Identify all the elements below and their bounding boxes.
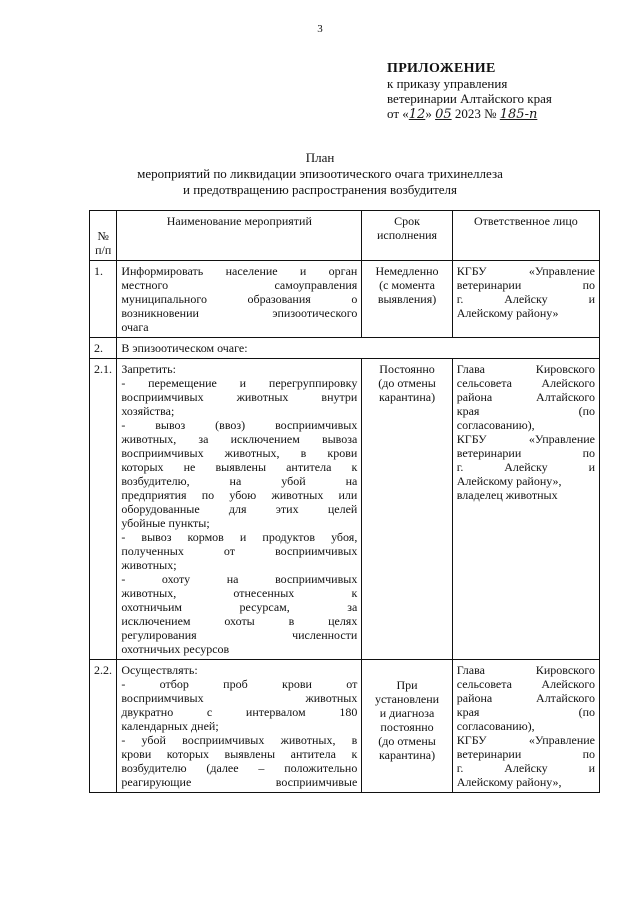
appendix-date-line bbox=[387, 106, 552, 122]
text-line: - вывоз кормов и продуктов убоя, bbox=[121, 530, 358, 544]
text-line: (до отмены bbox=[378, 376, 436, 390]
text-line: Немедленно bbox=[375, 264, 439, 278]
text-line: очага bbox=[121, 320, 149, 334]
text-line: - вывоз (ввоз) восприимчивых bbox=[121, 418, 358, 432]
text-line: постоянно bbox=[380, 720, 434, 734]
text-line: восприимчивых животных внутри bbox=[121, 390, 358, 404]
header-term: Срок исполнения bbox=[362, 211, 452, 261]
text-line: полученных от восприимчивых bbox=[121, 544, 358, 558]
text-line: карантина) bbox=[378, 748, 436, 762]
header-responsible: Ответственное лицо bbox=[452, 211, 599, 261]
text-line: календарных дней; bbox=[121, 719, 219, 733]
text-line: г. Алейску и bbox=[456, 761, 595, 775]
text-line: предприятия по убою животных или bbox=[121, 488, 358, 502]
text-line: (до отмены bbox=[378, 734, 436, 748]
text-line: убойные пункты; bbox=[121, 516, 210, 530]
text-line: животных, отнесенных к bbox=[121, 586, 358, 600]
date-year: 2023 № bbox=[451, 106, 500, 121]
text-line: двукратно с интервалом 180 bbox=[121, 705, 358, 719]
text-line: Осуществлять: bbox=[121, 663, 198, 677]
text-line: Глава Кировского bbox=[456, 663, 595, 677]
page-number: 3 bbox=[317, 23, 323, 35]
text-line: возникновении эпизоотического bbox=[121, 306, 358, 320]
row-responsible-cell bbox=[452, 261, 599, 338]
text-line: - охоту на восприимчивых bbox=[121, 572, 358, 586]
text-line: согласованию), bbox=[456, 418, 535, 432]
row-term-cell bbox=[362, 359, 452, 660]
text-line: КГБУ «Управление bbox=[456, 432, 595, 446]
text-line: крови которых выявлены антитела к bbox=[121, 747, 358, 761]
text-line: края (по bbox=[456, 705, 595, 719]
handwritten-order-number: 185-п bbox=[499, 107, 538, 122]
handwritten-day: 12 bbox=[408, 107, 426, 122]
row-responsible-cell bbox=[452, 660, 599, 793]
text-line: КГБУ «Управление bbox=[456, 264, 595, 278]
text-line: установлени bbox=[374, 692, 440, 706]
text-line: Алейскому району», bbox=[456, 474, 562, 488]
plan-title-line-3: и предотвращению распространения возбудителя bbox=[183, 182, 457, 197]
text-line: восприимчивых животных bbox=[121, 691, 358, 705]
row-section-heading: В эпизоотическом очаге: bbox=[117, 338, 600, 359]
row-name-cell bbox=[117, 359, 362, 660]
row-name-cell bbox=[117, 660, 362, 793]
header-num: № п/п bbox=[90, 211, 117, 261]
text-line: хозяйства; bbox=[121, 404, 175, 418]
text-line: муниципального образования о bbox=[121, 292, 358, 306]
text-line: охотничьих ресурсов bbox=[121, 642, 230, 656]
text-line: сельсовета Алейского bbox=[456, 677, 595, 691]
text-line: ветеринарии по bbox=[456, 747, 595, 761]
text-line: исключением охоты в целях bbox=[121, 614, 358, 628]
text-line: ветеринарии по bbox=[456, 446, 595, 460]
appendix-title: ПРИЛОЖЕНИЕ bbox=[387, 61, 496, 76]
row-responsible-cell bbox=[452, 359, 599, 660]
text-line: оборудованные для этих целей bbox=[121, 502, 358, 516]
table-row bbox=[90, 338, 600, 359]
text-line: регулирования численности bbox=[121, 628, 358, 642]
date-prefix: от « bbox=[387, 106, 409, 121]
text-line: При bbox=[396, 678, 418, 692]
text-line: Информировать население и орган bbox=[121, 264, 358, 278]
row-num: 2. bbox=[90, 338, 117, 359]
text-line: района Алтайского bbox=[456, 691, 595, 705]
text-line: животных; bbox=[121, 558, 177, 572]
text-line: охотничьим ресурсам, за bbox=[121, 600, 358, 614]
text-line: - убой восприимчивых животных, в bbox=[121, 733, 358, 747]
text-line: выявления) bbox=[377, 292, 437, 306]
text-line: которых не выявлены антитела к bbox=[121, 460, 358, 474]
plan-title bbox=[0, 150, 640, 198]
date-mid: » bbox=[425, 106, 436, 121]
text-line: согласованию), bbox=[456, 719, 535, 733]
plan-title-line-2: мероприятий по ликвидации эпизоотического очага трихинеллеза bbox=[137, 166, 503, 181]
table-header-row bbox=[90, 211, 600, 261]
text-line: местного самоуправления bbox=[121, 278, 358, 292]
plan-title-line-1: План bbox=[305, 150, 335, 165]
text-line: животных, за исключением вывоза bbox=[121, 432, 358, 446]
row-term-cell bbox=[362, 261, 452, 338]
text-line: Запретить: bbox=[121, 362, 176, 376]
text-line: ветеринарии по bbox=[456, 278, 595, 292]
appendix-line-2: ветеринарии Алтайского края bbox=[387, 91, 552, 106]
text-line: восприимчивых животных, в крови bbox=[121, 446, 358, 460]
row-num: 2.1. bbox=[90, 359, 117, 660]
text-line: г. Алейску и bbox=[456, 292, 595, 306]
text-line: сельсовета Алейского bbox=[456, 376, 595, 390]
text-line: владелец животных bbox=[456, 488, 558, 502]
appendix-block bbox=[387, 61, 552, 122]
table-row bbox=[90, 660, 600, 793]
plan-table bbox=[89, 210, 600, 793]
table-row bbox=[90, 261, 600, 338]
text-line: района Алтайского bbox=[456, 390, 595, 404]
text-line: (с момента bbox=[379, 278, 435, 292]
row-name-cell bbox=[117, 261, 362, 338]
text-line: края (по bbox=[456, 404, 595, 418]
text-line: Алейскому району», bbox=[456, 775, 562, 789]
text-line: возбудителю (далее – положительно bbox=[121, 761, 358, 775]
text-line: реагирующие восприимчивые bbox=[121, 775, 358, 789]
text-line: и диагноза bbox=[379, 706, 435, 720]
table-row bbox=[90, 359, 600, 660]
header-name: Наименование мероприятий bbox=[117, 211, 362, 261]
handwritten-month: 05 bbox=[435, 107, 452, 122]
text-line: Алейскому району» bbox=[456, 306, 559, 320]
text-line: г. Алейску и bbox=[456, 460, 595, 474]
text-line: - перемещение и перегруппировку bbox=[121, 376, 358, 390]
text-line: возбудителю, на убой на bbox=[121, 474, 358, 488]
text-line: Глава Кировского bbox=[456, 362, 595, 376]
row-term-cell bbox=[362, 660, 452, 793]
text-line: карантина) bbox=[378, 390, 436, 404]
row-num: 2.2. bbox=[90, 660, 117, 793]
text-line: КГБУ «Управление bbox=[456, 733, 595, 747]
text-line: - отбор проб крови от bbox=[121, 677, 358, 691]
appendix-line-1: к приказу управления bbox=[387, 76, 508, 91]
row-num: 1. bbox=[90, 261, 117, 338]
text-line: Постоянно bbox=[379, 362, 435, 376]
